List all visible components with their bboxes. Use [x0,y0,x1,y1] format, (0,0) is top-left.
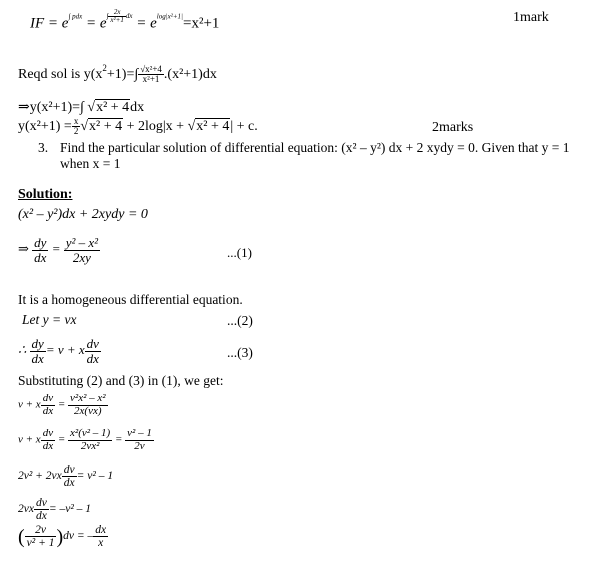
s1-pre: v + x [18,398,41,411]
s2-rhs2-frac [125,428,154,452]
reqd-frac-num: √x²+4 [140,63,162,74]
homogeneous-note: It is a homogeneous differential equation. [18,292,243,307]
s5-rhs-den: x [98,537,104,550]
substituting-line: Substituting (2) and (3) in (1), we get: [18,373,224,388]
reqd-frac [138,65,164,85]
question-text-2: when x = 1 [60,156,121,171]
if-tail: =x²+1 [182,15,220,32]
if-exp3: log|x²+1| [156,12,183,21]
if-exp1: ∫ pdx [68,12,83,21]
s4-num: dv [35,497,47,509]
if-lhs: IF = e [30,15,69,32]
if-exp2-dx: dx [125,12,133,21]
s3-frac [62,464,77,489]
s4-pre: 2vx [18,503,34,516]
step2-frac-den: 2 [73,126,79,137]
eq1-tag: ...(1) [227,245,252,260]
s2-rhs-frac [68,428,112,452]
deriv-lhs-num: dy [31,336,44,351]
question-number: 3. [38,140,49,155]
reqd-post: .(x²+1)dx [163,67,217,82]
s2-frac [41,428,55,452]
step2-pre: y(x²+1) = [18,119,72,135]
s2-den: dx [42,439,54,452]
eq1-rhs-num: y² – x² [65,235,99,250]
eq1-lhs-den: dx [34,249,47,265]
step-1-line: ⇒y(x²+1)=∫ √x² + 4dx [18,100,145,115]
deriv-therefore: ∴ [18,342,27,358]
s2-pre: v + x [18,433,41,446]
deriv-lhs-den: dx [31,350,44,366]
mark-2: 2marks [432,120,474,135]
step2-mid: + 2log|x + [123,119,188,135]
step1-post: dx [130,100,145,115]
step1-radicand: x² + 4 [96,100,130,115]
solution-heading: Solution: [18,187,73,202]
if-exp2-den: x²+1 [110,16,124,25]
step-s3 [18,464,113,489]
mark-1: 1mark [513,10,549,25]
s3-den: dx [63,477,75,490]
s3-post: = v² – 1 [76,470,114,483]
s2-rhs-num: x²(v² – 1) [70,427,111,439]
s2-rhs-den: 2vx² [80,439,100,452]
s5-rhs-num: dx [95,524,107,536]
step-s5 [18,524,108,549]
eq1-lhs-frac [32,236,48,264]
reqd-mid: +1)=∫ [106,67,139,82]
step-s2: v + x $\frac{dv}{dx}$ = $\frac{\text{x²(v² – 1)}}{\text{2vx²}}$ = $\frac{\text{v² – 1}}{2v}$ [18,427,152,452]
s3-pre: 2v² + 2vx [18,470,62,483]
s2-rhs2-num: v² – 1 [127,427,152,439]
solution-eq0: (x² – y²)dx + 2xydy = 0 [18,207,148,222]
s5-den: v² + 1 [26,537,55,550]
step1-pre: ⇒y(x²+1)=∫ [18,100,88,115]
if-exp2-int: ∫ [106,12,109,21]
if-eq2: = e [132,15,157,32]
if-exp2-frac [108,9,125,25]
deriv-rhs-frac [85,337,101,365]
reqd-frac-den: x²+1 [142,74,160,85]
let-tag: ...(2) [227,313,253,328]
eq1-rhs-frac [64,236,100,264]
s1-rhs-den: 2x(vx) [74,404,102,417]
deriv-mid: = v + x [45,342,85,358]
s5-open-paren: ( [18,526,25,549]
let-line: Let y = vx [22,312,77,327]
s1-num: dv [42,392,54,404]
step-s1: v + x $\frac{dv}{dx}$ = $\frac{\text{v²x² – x²}}{2x(vx)}$ [18,392,106,417]
deriv-tag: ...(3) [227,345,253,360]
step2-radicand-2: x² + 4 [196,119,230,135]
deriv-rhs-num: dv [86,336,99,351]
step-2-line: y(x²+1) = $\frac{x}{2}$ √x² + 4 + 2log|x + √x² + 4| + c. [18,116,258,137]
s1-rhs-num: v²x² – x² [70,392,106,404]
s1-frac [41,393,55,417]
s3-num: dv [63,464,75,476]
s4-post: = –v² – 1 [48,503,92,516]
if-exp2 [106,8,133,25]
eq1-lhs-num: dy [34,235,47,250]
if-exp2-num: 2x [108,9,125,17]
step2-post: | + c. [230,119,258,135]
reqd-solution-line [18,64,217,85]
deriv-rhs-den: dx [86,350,99,366]
s2-rhs2-den: 2v [134,439,145,452]
if-eq1: = e [82,15,107,32]
s1-den: dx [42,404,54,417]
derivative-line [18,337,101,365]
eq1-arrow: ⇒ [18,241,29,257]
s5-rhs-frac [93,524,108,549]
eq1-rhs-den: 2xy [72,249,91,265]
integrating-factor-line [30,9,219,31]
s5-num: 2v [25,524,57,537]
reqd-pre: Reqd sol is y(x [18,67,103,82]
s5-close-paren: ) [56,526,64,549]
question-text-1: Find the particular solution of differential equation: (x² – y²) dx + 2 xydy = 0. Given that y = 1 [60,140,570,155]
s5-frac [25,524,57,549]
reqd-sup: 2 [102,63,107,73]
step2-frac-num: x [73,116,79,126]
solution-eq1: ⇒ $\frac{dy}{dx}$ = $\frac{\text{y² – x²}}{2xy}$ [18,235,99,265]
s4-frac [34,497,49,522]
s5-mid: dv = – [63,530,94,543]
step2-radicand-1: x² + 4 [89,119,123,135]
deriv-lhs-frac [30,337,46,365]
s2-num: dv [42,427,54,439]
s4-den: dx [35,510,47,523]
step-s4 [18,497,91,522]
s1-rhs-frac [68,393,108,417]
